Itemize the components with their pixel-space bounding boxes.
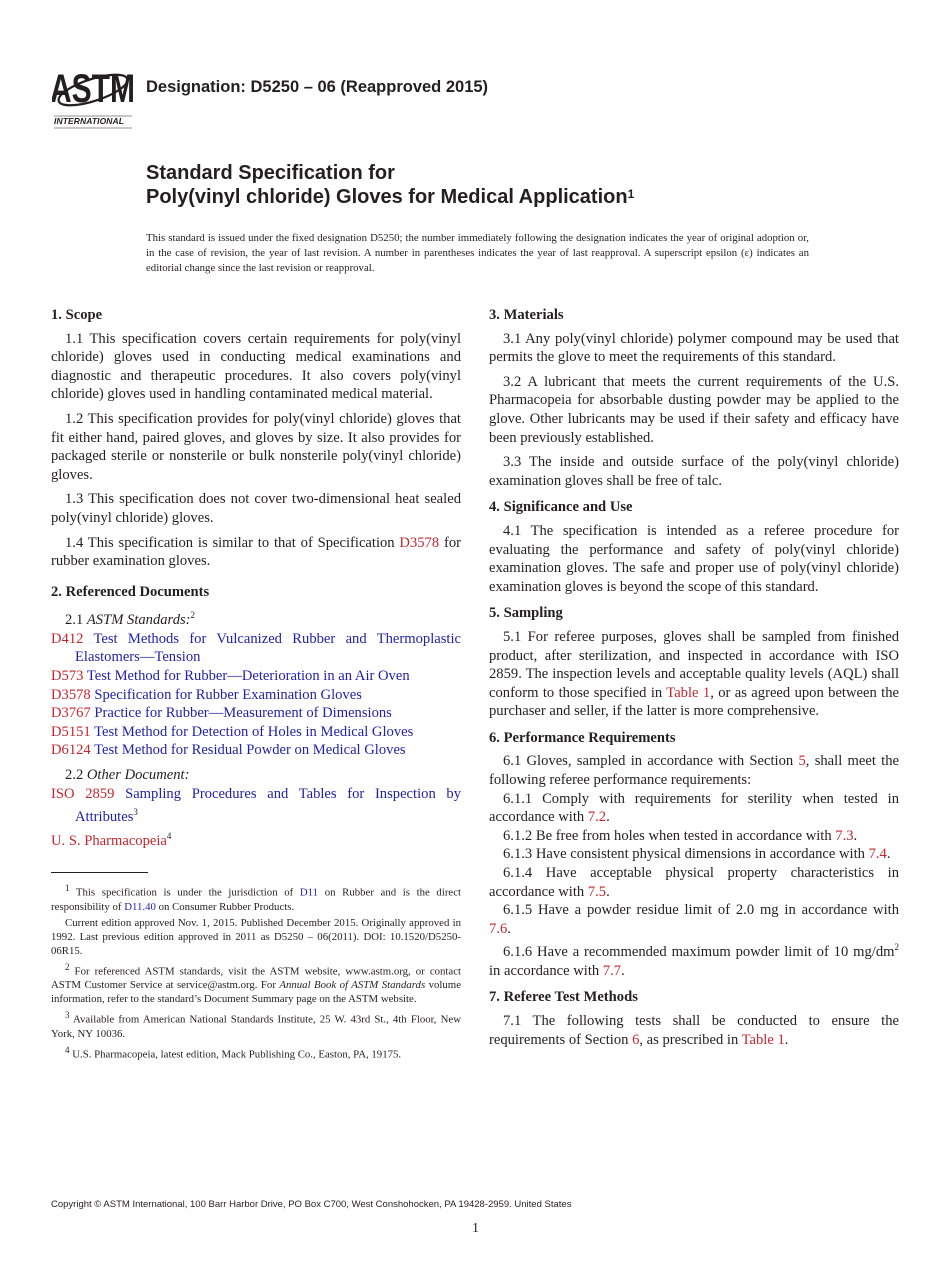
intro-note: This standard is issued under the fixed designation D5250; the number immediately following the designation indicates the year of original adoption or, in the case of revision, the year of last revision. A number in parentheses indicates the year of last reapproval. A superscript epsilon (ε) indicates an editorial change since the last revision or reapproval. <box>146 232 809 274</box>
section-heading-materials: 3. Materials <box>489 307 564 323</box>
link-7-3[interactable]: 7.3 <box>835 827 854 844</box>
para-6-1-2: 6.1.2 Be free from holes when tested in accordance with 7.3. <box>503 827 858 844</box>
link-7-4[interactable]: 7.4 <box>868 846 887 863</box>
link-7-6[interactable]: 7.6 <box>489 920 508 937</box>
link-table-1[interactable]: Table 1 <box>741 1031 785 1048</box>
para-6-1-6: 6.1.6 Have a recommended maximum powder limit of 10 $mg/dm^2$ in accordance with 7.7. <box>489 942 899 979</box>
copyright-footer: Copyright © ASTM International, 100 Barr Harbor Drive, PO Box C700, West Conshohocken, PA 19428-2959. United States <box>51 1199 572 1210</box>
para-3-1: 3.1 Any poly(vinyl chloride) polymer compound may be used that permits the glove to meet the requirements of this standard. <box>489 330 899 366</box>
para-7-1: 7.1 The following tests shall be conducted to ensure the requirements of Section 6, as prescribed in Table 1. <box>489 1013 899 1048</box>
link-table-1[interactable]: Table 1 <box>666 684 711 701</box>
title-line-2: Poly(vinyl chloride) Gloves for Medical Application$^1$ <box>146 186 635 208</box>
section-heading-referee-test-methods: 7. Referee Test Methods <box>489 989 638 1006</box>
ref-item[interactable]: D573 Test Method for Rubber—Deterioration in an Air Oven <box>51 667 410 684</box>
svg-text:ASTM: ASTM <box>52 66 134 112</box>
para-6-1: 6.1 Gloves, sampled in accordance with Section 5, shall meet the following referee performance requirements: <box>489 753 899 789</box>
link-d11[interactable]: D11 <box>299 886 319 899</box>
para-1-3: 1.3 This specification does not cover two-dimensional heat sealed poly(vinyl chloride) gloves. <box>51 491 461 526</box>
footnote-1b: Current edition approved Nov. 1, 2015. Published December 2015. Originally approved in 1992. Last previous edition approved in 2011 as D5250 – 06(2011). DOI: 10.1520/D5250-06R15. <box>51 916 461 957</box>
footnote-divider <box>51 872 148 873</box>
ref-item[interactable]: D3767 Practice for Rubber—Measurement of Dimensions <box>51 705 392 722</box>
document-title <box>146 161 634 209</box>
ref-item-usp[interactable]: U. S. Pharmacopeia$^4$ <box>51 830 172 849</box>
para-4-1: 4.1 The specification is intended as a referee procedure for evaluating the performance and safety of poly(vinyl chloride) examination gloves. The safe and proper use of poly(vinyl chloride) examination gloves is beyond the scope of this standard. <box>489 522 899 595</box>
title-line-1: Standard Specification for <box>146 162 395 184</box>
section-heading-significance: 4. Significance and Use <box>489 499 633 516</box>
ref-item[interactable]: D6124 Test Method for Residual Powder on Medical Gloves <box>51 742 406 759</box>
para-6-1-1: 6.1.1 Comply with requirements for sterility when tested in accordance with 7.2. <box>489 790 899 826</box>
page-number: 1 <box>472 1221 479 1236</box>
section-heading-performance: 6. Performance Requirements <box>489 729 676 746</box>
astm-logo <box>52 58 134 130</box>
ref-item-iso[interactable]: ISO 2859 Sampling Procedures and Tables for Inspection by Attributes$^3$ <box>51 785 462 825</box>
subhead-other-document: 2.2 Other Document: <box>65 766 190 783</box>
logo-subtitle: INTERNATIONAL <box>54 116 125 126</box>
footnote-1: $^1$ This specification is under the jurisdiction of D11 on Rubber and is the direct responsibility of D11.40 on Consumer Rubber Products. <box>51 883 462 913</box>
ref-item[interactable]: D5151 Test Method for Detection of Holes in Medical Gloves <box>51 723 414 740</box>
para-5-1: 5.1 For referee purposes, gloves shall be sampled from finished product, after sterilization, and inspected in accordance with ISO 2859. The inspection levels and acceptable quality levels (AQL) shall conform to those specified in Table 1, or as agreed upon between the purchaser and seller, if the latter is more comprehensive. <box>489 628 899 720</box>
para-3-3: 3.3 The inside and outside surface of the poly(vinyl chloride) examination gloves shall be free of talc. <box>489 454 899 489</box>
ref-item[interactable]: D3578 Specification for Rubber Examination Gloves <box>51 686 362 703</box>
link-section-6[interactable]: 6 <box>632 1031 640 1048</box>
para-1-4: 1.4 This specification is similar to that of Specification D3578 for rubber examination gloves. <box>51 534 461 570</box>
para-1-2: 1.2 This specification provides for poly(vinyl chloride) gloves that fit either hand, paired gloves, and gloves by size. It also provides for packaged sterile or nonsterile or bulk nonsterile poly(vinyl chloride) gloves. <box>51 410 461 483</box>
section-heading-scope: 1. Scope <box>51 307 103 323</box>
footnote-3: $^3$ Available from American National Standards Institute, 25 W. 43rd St., 4th Floor, New York, NY 10036. <box>51 1010 461 1040</box>
right-column <box>489 306 899 1055</box>
link-7-7[interactable]: 7.7 <box>602 962 622 979</box>
link-d11-40[interactable]: D11.40 <box>124 900 156 913</box>
link-7-2[interactable]: 7.2 <box>587 809 607 826</box>
link-7-5[interactable]: 7.5 <box>587 883 607 900</box>
title-footnote-mark: 1 <box>627 187 635 201</box>
para-6-1-4: 6.1.4 Have acceptable physical property characteristics in accordance with 7.5. <box>489 865 899 900</box>
link-section-5[interactable]: 5 <box>798 753 806 770</box>
para-3-2: 3.2 A lubricant that meets the current requirements of the U.S. Pharmacopeia for absorbable dusting powder may be applied to the glove. Other lubricants may be used if their safety and efficacy have been previously established. <box>489 373 899 446</box>
subhead-astm-standards: 2.1 ASTM Standards:$^2$ <box>65 610 196 629</box>
para-6-1-3: 6.1.3 Have consistent physical dimensions in accordance with 7.4. <box>503 846 891 863</box>
footnote-2: $^2$ For referenced ASTM standards, visit the ASTM website, www.astm.org, or contact ASTM Customer Service at service@astm.org. For Annual Book of ASTM Standards volume information, refer to the standard’s Document Summary page on the ASTM website. <box>51 961 461 1006</box>
para-6-1-5: 6.1.5 Have a powder residue limit of 2.0 mg in accordance with 7.6. <box>489 902 899 937</box>
left-column <box>51 306 461 1063</box>
para-1-1: 1.1 This specification covers certain requirements for poly(vinyl chloride) gloves used in conducting medical examinations and diagnostic and therapeutic procedures. It also covers poly(vinyl chloride) gloves used in handling contaminated medical material. <box>51 330 461 403</box>
ref-item[interactable]: D412 Test Methods for Vulcanized Rubber and Thermoplastic Elastomers—Tension <box>51 630 461 666</box>
section-heading-referenced-documents: 2. Referenced Documents <box>51 583 210 600</box>
footnote-4: $^4$ U.S. Pharmacopeia, latest edition, Mack Publishing Co., Easton, PA, 19175. <box>65 1044 402 1061</box>
link-d3578[interactable]: D3578 <box>399 534 440 551</box>
designation: Designation: D5250 – 06 (Reapproved 2015) <box>146 78 489 96</box>
section-heading-sampling: 5. Sampling <box>489 605 563 622</box>
